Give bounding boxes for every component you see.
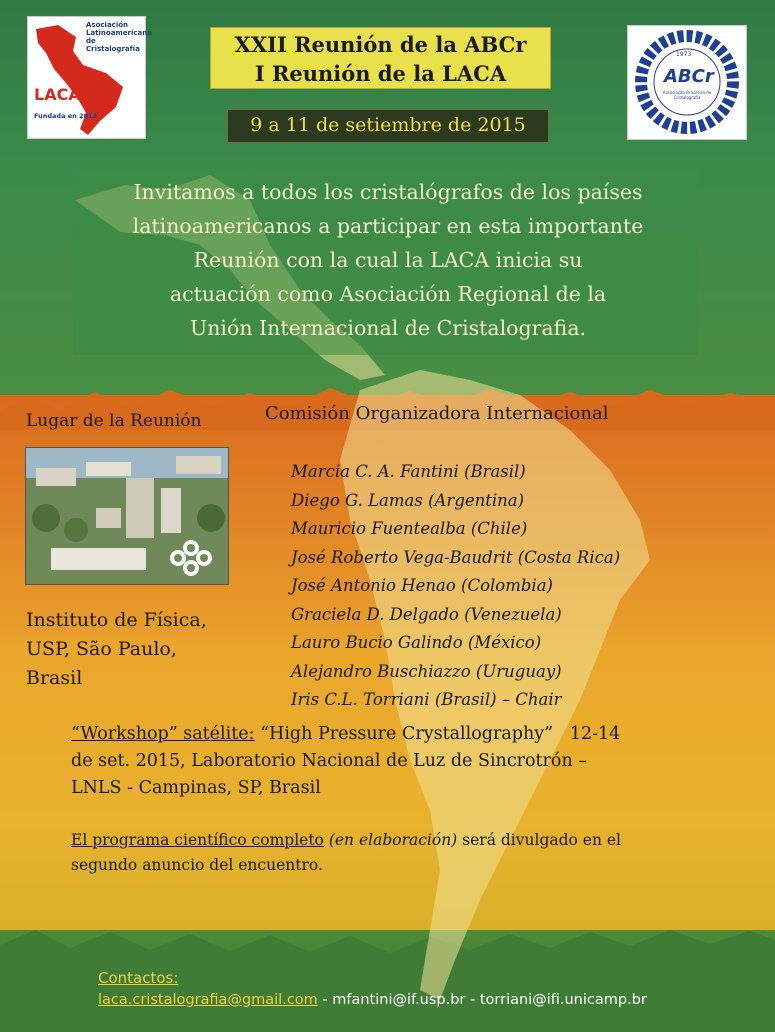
event-title-line1: XXII Reunión de la ABCr [234,32,527,57]
invitation-line: Reunión con la cual la LACA inicia su [193,248,583,272]
abcr-org-name: Associação Brasileira de Cristalografia [662,90,712,100]
committee-heading: Comisión Organizadora Internacional [265,403,609,424]
venue-line: Instituto de Física, [26,609,207,631]
workshop-title: “High Pressure Crystallography” [260,724,554,744]
workshop-line2: de set. 2015, Laboratorio Nacional de Luz de Sincrotrón – [71,751,588,771]
committee-member: Lauro Bucio Galindo (México) [291,633,542,652]
committee-member-list [291,458,711,715]
venue-address [26,606,246,693]
committee-member: Alejandro Buschiazzo (Uruguay) [291,661,562,681]
program-note [71,828,751,878]
committee-member: Mauricio Fuentealba (Chile) [291,519,528,538]
laca-org-line2: Latinoamericana [86,29,152,37]
venue-line: USP, São Paulo, [26,638,177,660]
contact-other-emails: - mfantini@if.usp.br - torriani@ifi.unicamp.br [317,992,647,1008]
laca-logo [27,16,152,139]
committee-member: Iris C.L. Torriani (Brasil) – Chair [291,690,562,709]
venue-line: Brasil [26,667,83,689]
workshop-label: “Workshop” satélite: [71,724,255,744]
event-date: 9 a 11 de setiembre de 2015 [227,109,549,143]
contact-email-link[interactable]: laca.cristalografia@gmail.com [98,992,318,1008]
venue-photo [25,447,229,585]
laca-org-line3: de Cristalografía [86,37,140,53]
invitation-line: Invitamos a todos los cristalógrafos de los países [133,180,643,204]
committee-member: Diego G. Lamas (Argentina) [291,490,525,510]
workshop-info [71,721,741,802]
program-line2: segundo anuncio del encuentro. [71,856,323,874]
invitation-line: Unión Internacional de Cristalografia. [189,316,587,340]
invitation-line: latinoamericanos a participar en esta importante [132,214,644,238]
program-underlined: El programa científico completo [71,831,324,849]
workshop-line3: LNLS - Campinas, SP, Brasil [71,778,321,798]
invitation-text [78,175,698,345]
committee-member: Graciela D. Delgado (Venezuela) [291,604,562,624]
invitation-line: actuación como Asociación Regional de la [169,282,607,306]
venue-heading: Lugar de la Reunión [26,411,202,431]
committee-member: José Roberto Vega-Baudrit (Costa Rica) [291,547,621,567]
abcr-acronym: ABCr [664,66,714,87]
abcr-year: 1973 [676,51,692,58]
laca-founded: Fundada en 2013 [34,112,98,120]
laca-acronym: LACA [34,85,81,104]
program-italic: (en elaboración) [328,831,458,849]
event-title-box [210,27,551,89]
contacts-line [98,992,768,1008]
abcr-logo [627,25,747,140]
laca-org-line1: Asociación [86,21,129,29]
program-rest: será divulgado en el [462,831,622,849]
campus-photo-illustration [26,448,228,584]
event-title-line2: I Reunión de la LACA [254,61,507,86]
committee-member: Marcia C. A. Fantini (Brasil) [291,462,526,481]
workshop-dates: 12-14 [569,724,621,744]
contacts-label: Contactos: [98,969,179,987]
committee-member: José Antonio Henao (Colombia) [291,576,553,595]
